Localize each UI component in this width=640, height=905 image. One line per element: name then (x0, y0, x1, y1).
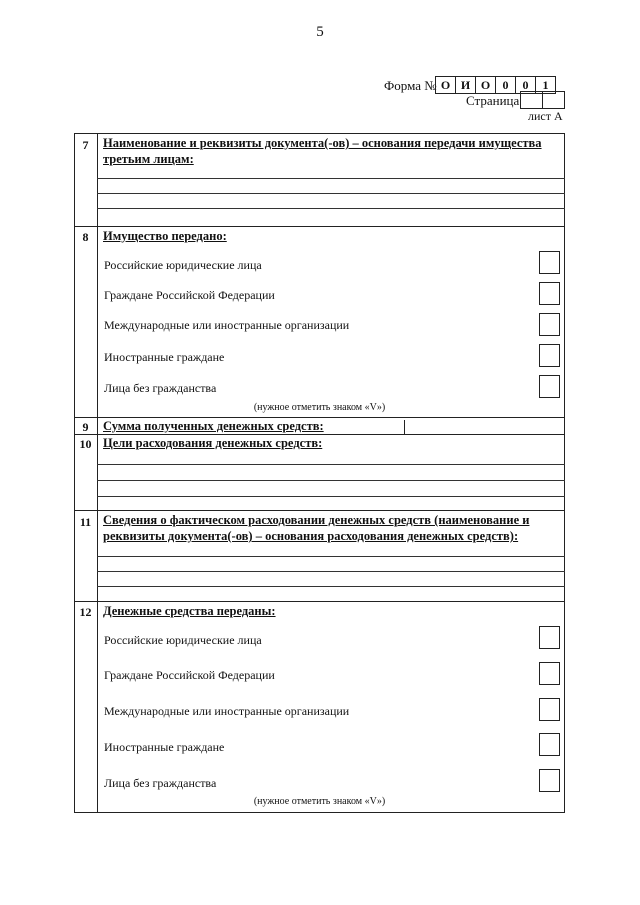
section-7-number: 7 (82, 138, 89, 152)
section-8-title: Имущество передано: (103, 229, 227, 243)
section-12-title: Денежные средства переданы: (103, 604, 276, 618)
section-8-option-label: Международные или иностранные организации (104, 318, 350, 332)
section-7-title: Наименование и реквизиты документа(-ов) – основания передачи имущества третьим лицам: (103, 136, 542, 166)
page-number-cells (520, 91, 565, 109)
section-12-option-label: Граждане Российской Федерации (104, 668, 275, 682)
section-7-fill-line[interactable] (97, 208, 565, 209)
section-8-number: 8 (82, 230, 89, 244)
page-number: 5 (316, 24, 324, 40)
section-9-title: Сумма полученных денежных средств: (103, 419, 324, 433)
section-7-fill-line[interactable] (97, 178, 565, 179)
page-number-cell[interactable] (520, 91, 543, 109)
section-8-hint: (нужное отметить знаком «V») (253, 402, 386, 413)
page-label: Страница (466, 93, 520, 108)
section-12-option-label: Иностранные граждане (104, 740, 225, 754)
section-11-title: Сведения о фактическом расходовании денежных средств (наименование и реквизиты документа(-ов) – основания расходования денежных средств): (103, 513, 530, 543)
section-divider (74, 510, 565, 511)
section-10-number: 10 (79, 437, 92, 451)
sum-field-divider (404, 420, 405, 434)
section-12-checkbox[interactable] (539, 733, 560, 756)
number-column-divider (97, 133, 98, 813)
section-8-checkbox[interactable] (539, 251, 560, 274)
section-9-number: 9 (82, 420, 89, 434)
form-number-label: Форма № (384, 78, 437, 93)
form-code-cell: О (475, 76, 496, 94)
section-8-option-label: Российские юридические лица (104, 258, 262, 272)
form-code-cell: И (455, 76, 476, 94)
section-12-checkbox[interactable] (539, 662, 560, 685)
section-11-number: 11 (79, 515, 92, 529)
form-code-cell: 1 (535, 76, 556, 94)
section-8-checkbox[interactable] (539, 282, 560, 305)
section-12-checkbox[interactable] (539, 698, 560, 721)
section-10-fill-line[interactable] (97, 496, 565, 497)
section-divider (74, 601, 565, 602)
section-10-fill-line[interactable] (97, 464, 565, 465)
sheet-label: лист А (528, 109, 563, 123)
page-number-cell[interactable] (542, 91, 565, 109)
section-10-title: Цели расходования денежных средств: (103, 436, 323, 450)
section-12-option-label: Лица без гражданства (104, 776, 217, 790)
section-12-checkbox[interactable] (539, 769, 560, 792)
form-code-cell: О (435, 76, 456, 94)
section-10-fill-line[interactable] (97, 480, 565, 481)
section-12-option-label: Международные или иностранные организации (104, 704, 350, 718)
section-8-option-label: Иностранные граждане (104, 350, 225, 364)
section-12-number: 12 (79, 605, 92, 619)
section-8-checkbox[interactable] (539, 344, 560, 367)
section-7-fill-line[interactable] (97, 193, 565, 194)
section-8-checkbox[interactable] (539, 313, 560, 336)
section-11-fill-line[interactable] (97, 586, 565, 587)
section-8-option-label: Граждане Российской Федерации (104, 288, 275, 302)
section-12-hint: (нужное отметить знаком «V») (253, 796, 386, 807)
section-8-checkbox[interactable] (539, 375, 560, 398)
section-12-checkbox[interactable] (539, 626, 560, 649)
section-divider (74, 226, 565, 227)
section-11-fill-line[interactable] (97, 556, 565, 557)
section-12-option-label: Российские юридические лица (104, 633, 262, 647)
form-code-cell: 0 (495, 76, 516, 94)
section-8-option-label: Лица без гражданства (104, 381, 217, 395)
form-code-cell: 0 (515, 76, 536, 94)
section-11-fill-line[interactable] (97, 571, 565, 572)
